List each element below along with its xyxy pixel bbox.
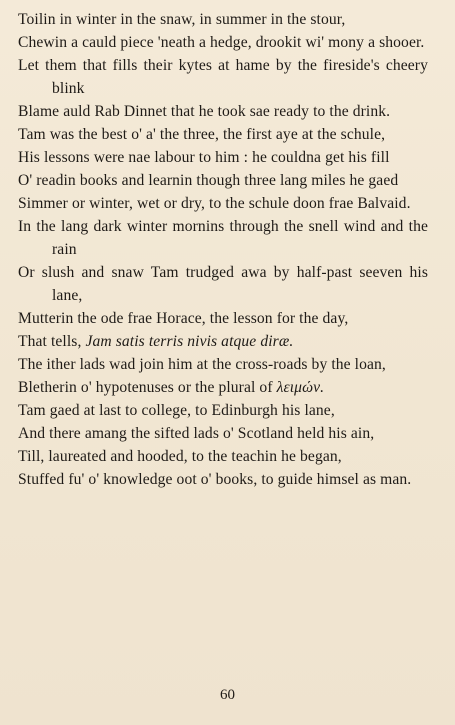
- poem-line: That tells, Jam satis terris nivis atque diræ.: [18, 333, 294, 350]
- poem-line: O' readin books and learnin though three lang miles he gaed: [18, 172, 399, 189]
- poem-line: Bletherin o' hypotenuses or the plural of λειμών.: [18, 379, 325, 396]
- poem-text: [18, 8, 428, 491]
- poem-line: Or slush and snaw Tam trudged awa by half-past seeven his lane,: [18, 264, 428, 304]
- poem-line: Let them that fills their kytes at hame by the fireside's cheery blink: [18, 57, 428, 97]
- poem-line: Simmer or winter, wet or dry, to the schule doon frae Balvaid.: [18, 195, 411, 212]
- latin-quotation: Jam satis terris nivis atque diræ.: [85, 333, 294, 350]
- poem-line: Tam was the best o' a' the three, the first aye at the schule,: [18, 126, 386, 143]
- poem-line: Till, laureated and hooded, to the teachin he began,: [18, 448, 342, 465]
- poem-line: Tam gaed at last to college, to Edinburgh his lane,: [18, 402, 335, 419]
- poem-line: And there amang the sifted lads o' Scotland held his ain,: [18, 425, 375, 442]
- poem-line: In the lang dark winter mornins through the snell wind and the rain: [18, 218, 428, 258]
- poem-line: Blame auld Rab Dinnet that he took sae ready to the drink.: [18, 103, 391, 120]
- page-number: 60: [220, 687, 235, 703]
- poem-line: The ither lads wad join him at the cross-roads by the loan,: [18, 356, 386, 373]
- poem-line: His lessons were nae labour to him : he couldna get his fill: [18, 149, 390, 166]
- poem-line: Chewin a cauld piece 'neath a hedge, drookit wi' mony a shooer.: [18, 34, 425, 51]
- poem-line: Toilin in winter in the snaw, in summer in the stour,: [18, 11, 346, 28]
- poem-line: Mutterin the ode frae Horace, the lesson for the day,: [18, 310, 349, 327]
- poem-line: Stuffed fu' o' knowledge oot o' books, to guide himsel as man.: [18, 471, 412, 488]
- greek-word: λειμών.: [276, 379, 325, 396]
